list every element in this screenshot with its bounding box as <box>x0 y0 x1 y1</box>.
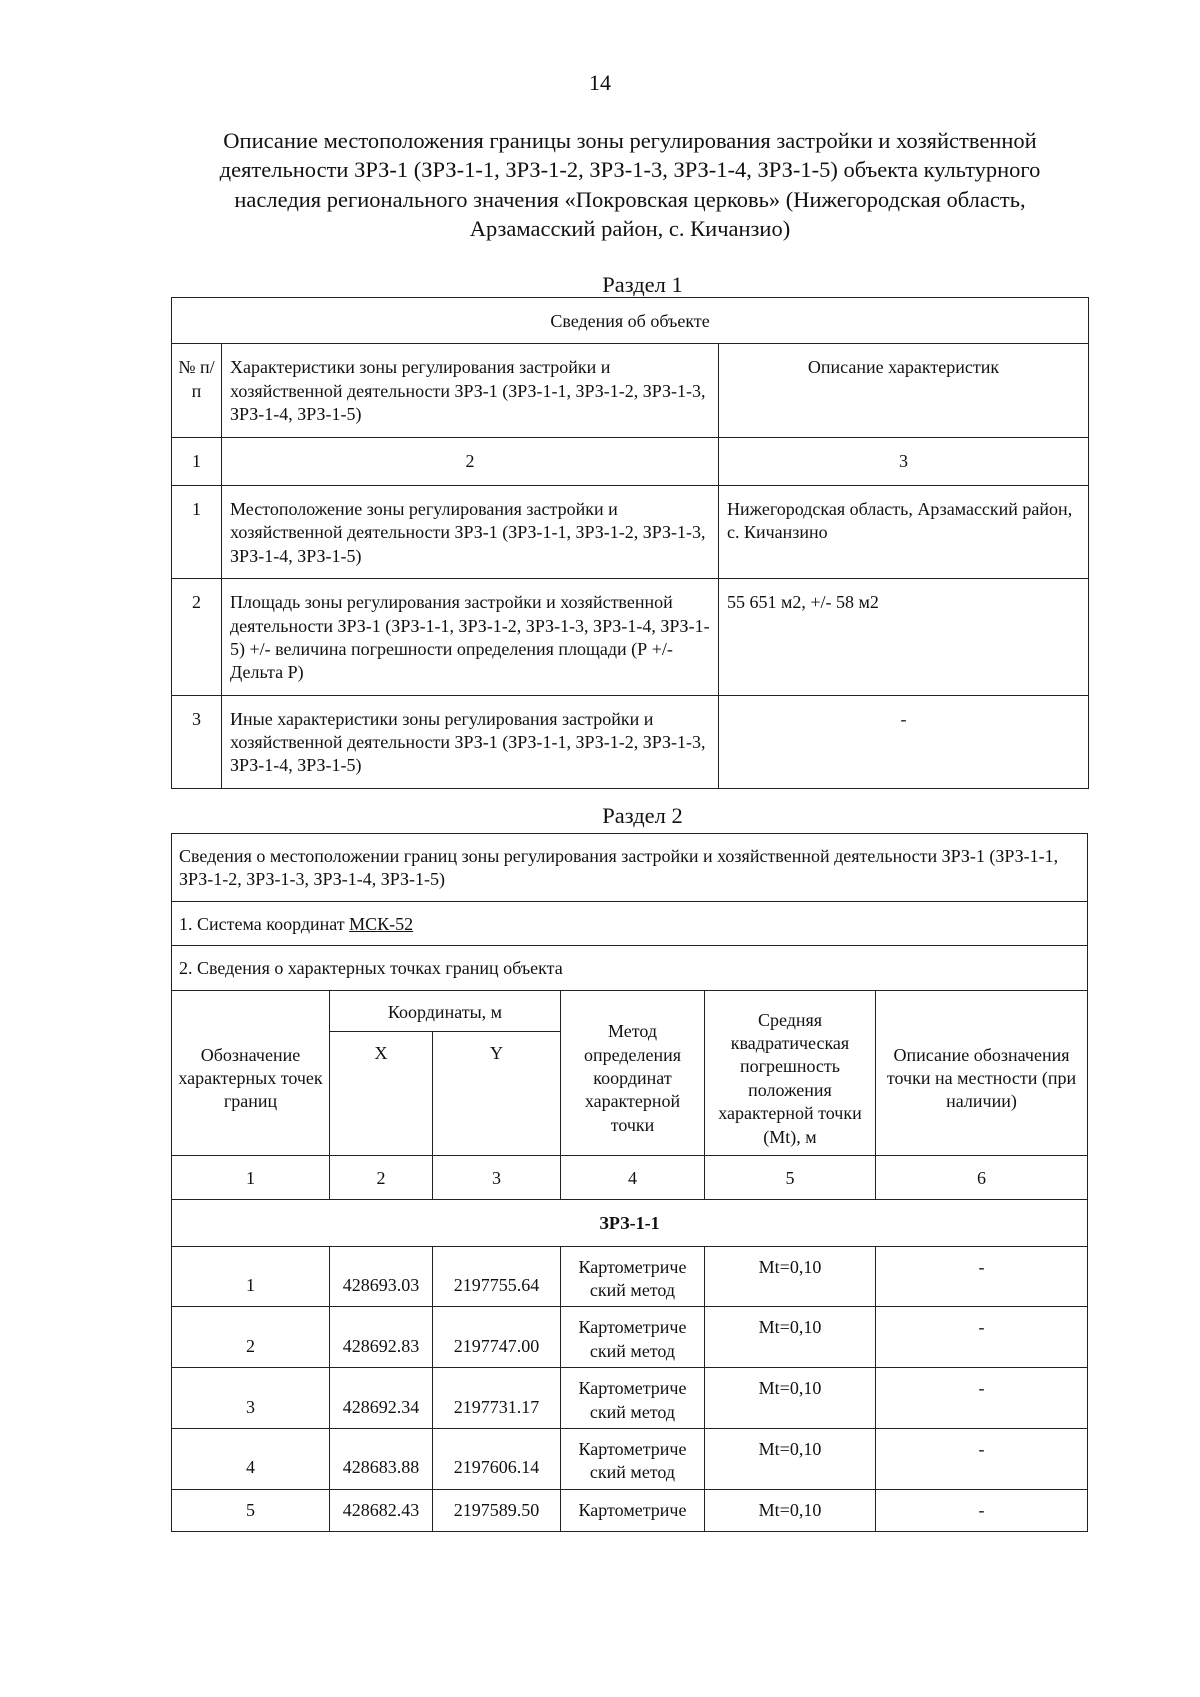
title-line: Арзамасский район, с. Кичанзио) <box>469 215 791 241</box>
group-row <box>172 1200 1088 1246</box>
point-y: 2197606.14 <box>433 1429 561 1490</box>
index-cell: 1 <box>172 437 222 485</box>
index-cell: 3 <box>433 1155 561 1199</box>
col-header-method: Метод определения координат характерной точки <box>561 990 705 1155</box>
point-y: 2197755.64 <box>433 1246 561 1307</box>
boundary-points-table <box>171 833 1088 1532</box>
point-method: Картометриче ский метод <box>561 1429 705 1490</box>
point-id: 5 <box>172 1489 330 1531</box>
point-mt: Mt=0,10 <box>705 1307 876 1368</box>
coordinate-system-label: 1. Система координат <box>179 913 350 934</box>
col-header-x: X <box>330 1031 433 1155</box>
point-desc: - <box>876 1307 1088 1368</box>
col-header-num: № п/п <box>172 344 222 437</box>
point-mt: Mt=0,10 <box>705 1429 876 1490</box>
index-cell: 6 <box>876 1155 1088 1199</box>
row-num: 2 <box>172 579 222 696</box>
point-desc: - <box>876 1429 1088 1490</box>
point-id: 1 <box>172 1246 330 1307</box>
section-2-title: Раздел 2 <box>602 803 683 828</box>
point-mt: Mt=0,10 <box>705 1489 876 1531</box>
col-header-description: Описание характеристик <box>719 344 1089 437</box>
index-cell: 5 <box>705 1155 876 1199</box>
row-description: Нижегородская область, Арзамасский район, с. Кичанзино <box>719 485 1089 578</box>
point-x: 428692.83 <box>330 1307 433 1368</box>
row-characteristic: Площадь зоны регулирования застройки и хозяйственной деятельности ЗРЗ-1 (ЗРЗ-1-1, ЗРЗ-1-2, ЗРЗ-1-3, ЗРЗ-1-4, ЗРЗ-1-5) +/- величина погрешности определения площади (Р +/- Дельта Р) <box>222 579 719 696</box>
index-cell: 2 <box>222 437 719 485</box>
point-y: 2197589.50 <box>433 1489 561 1531</box>
table-row <box>172 1246 1088 1307</box>
title-line: Описание местоположения границы зоны регулирования застройки и хозяйственной <box>223 128 1037 153</box>
row-description: - <box>719 695 1089 788</box>
point-x: 428692.34 <box>330 1368 433 1429</box>
index-row <box>172 437 1089 485</box>
table-caption: Сведения об объекте <box>172 298 1089 344</box>
index-cell: 4 <box>561 1155 705 1199</box>
index-row <box>172 1155 1088 1199</box>
row-num: 3 <box>172 695 222 788</box>
point-x: 428682.43 <box>330 1489 433 1531</box>
table-row <box>172 1307 1088 1368</box>
coordinate-system-row <box>172 901 1088 945</box>
point-x: 428693.03 <box>330 1246 433 1307</box>
col-header-designation: Обозначение характерных точек границ <box>172 990 330 1155</box>
point-method: Картометриче ский метод <box>561 1246 705 1307</box>
table-row <box>172 1368 1088 1429</box>
point-method: Картометриче ский метод <box>561 1307 705 1368</box>
point-desc: - <box>876 1489 1088 1531</box>
object-info-table <box>171 297 1089 789</box>
section-1-title: Раздел 1 <box>602 272 683 297</box>
points-caption: 2. Сведения о характерных точках границ объекта <box>172 946 1088 990</box>
row-characteristic: Иные характеристики зоны регулирования застройки и хозяйственной деятельности ЗРЗ-1 (ЗРЗ-1-1, ЗРЗ-1-2, ЗРЗ-1-3, ЗРЗ-1-4, ЗРЗ-1-5) <box>222 695 719 788</box>
point-id: 4 <box>172 1429 330 1490</box>
col-header-y: Y <box>433 1031 561 1155</box>
point-mt: Mt=0,10 <box>705 1246 876 1307</box>
point-desc: - <box>876 1368 1088 1429</box>
table-header-row <box>172 344 1089 437</box>
index-cell: 3 <box>719 437 1089 485</box>
table-row <box>172 1489 1088 1531</box>
title-line: наследия регионального значения «Покровская церковь» (Нижегородская область, <box>234 186 1026 212</box>
point-x: 428683.88 <box>330 1429 433 1490</box>
table-header-row <box>172 990 1088 1031</box>
table-row <box>172 1429 1088 1490</box>
page-number: 14 <box>589 70 611 95</box>
col-header-description: Описание обозначения точки на местности (при наличии) <box>876 990 1088 1155</box>
col-header-error: Средняя квадратическая погрешность положения характерной точки (Mt), м <box>705 990 876 1155</box>
table-row <box>172 579 1089 696</box>
table-row <box>172 485 1089 578</box>
point-desc: - <box>876 1246 1088 1307</box>
group-label: ЗРЗ-1-1 <box>172 1200 1088 1246</box>
table-row <box>172 695 1089 788</box>
point-id: 3 <box>172 1368 330 1429</box>
point-y: 2197731.17 <box>433 1368 561 1429</box>
point-id: 2 <box>172 1307 330 1368</box>
document-title <box>140 126 1120 243</box>
row-characteristic: Местоположение зоны регулирования застройки и хозяйственной деятельности ЗРЗ-1 (ЗРЗ-1-1, ЗРЗ-1-2, ЗРЗ-1-3, ЗРЗ-1-4, ЗРЗ-1-5) <box>222 485 719 578</box>
index-cell: 2 <box>330 1155 433 1199</box>
row-num: 1 <box>172 485 222 578</box>
point-method: Картометриче ский метод <box>561 1368 705 1429</box>
row-description: 55 651 м2, +/- 58 м2 <box>719 579 1089 696</box>
point-y: 2197747.00 <box>433 1307 561 1368</box>
point-method: Картометриче <box>561 1489 705 1531</box>
col-header-characteristic: Характеристики зоны регулирования застройки и хозяйственной деятельности ЗРЗ-1 (ЗРЗ-1-1, ЗРЗ-1-2, ЗРЗ-1-3, ЗРЗ-1-4, ЗРЗ-1-5) <box>222 344 719 437</box>
coordinate-system-name: МСК-52 <box>349 913 414 934</box>
point-mt: Mt=0,10 <box>705 1368 876 1429</box>
title-line: деятельности ЗРЗ-1 (ЗРЗ-1-1, ЗРЗ-1-2, ЗРЗ-1-3, ЗРЗ-1-4, ЗРЗ-1-5) объекта культурного <box>219 157 1041 183</box>
table-caption: Сведения о местоположении границ зоны регулирования застройки и хозяйственной деятельности ЗРЗ-1 (ЗРЗ-1-1, ЗРЗ-1-2, ЗРЗ-1-3, ЗРЗ-1-4, ЗРЗ-1-5) <box>172 834 1088 902</box>
col-header-coordinates: Координаты, м <box>330 990 561 1031</box>
index-cell: 1 <box>172 1155 330 1199</box>
